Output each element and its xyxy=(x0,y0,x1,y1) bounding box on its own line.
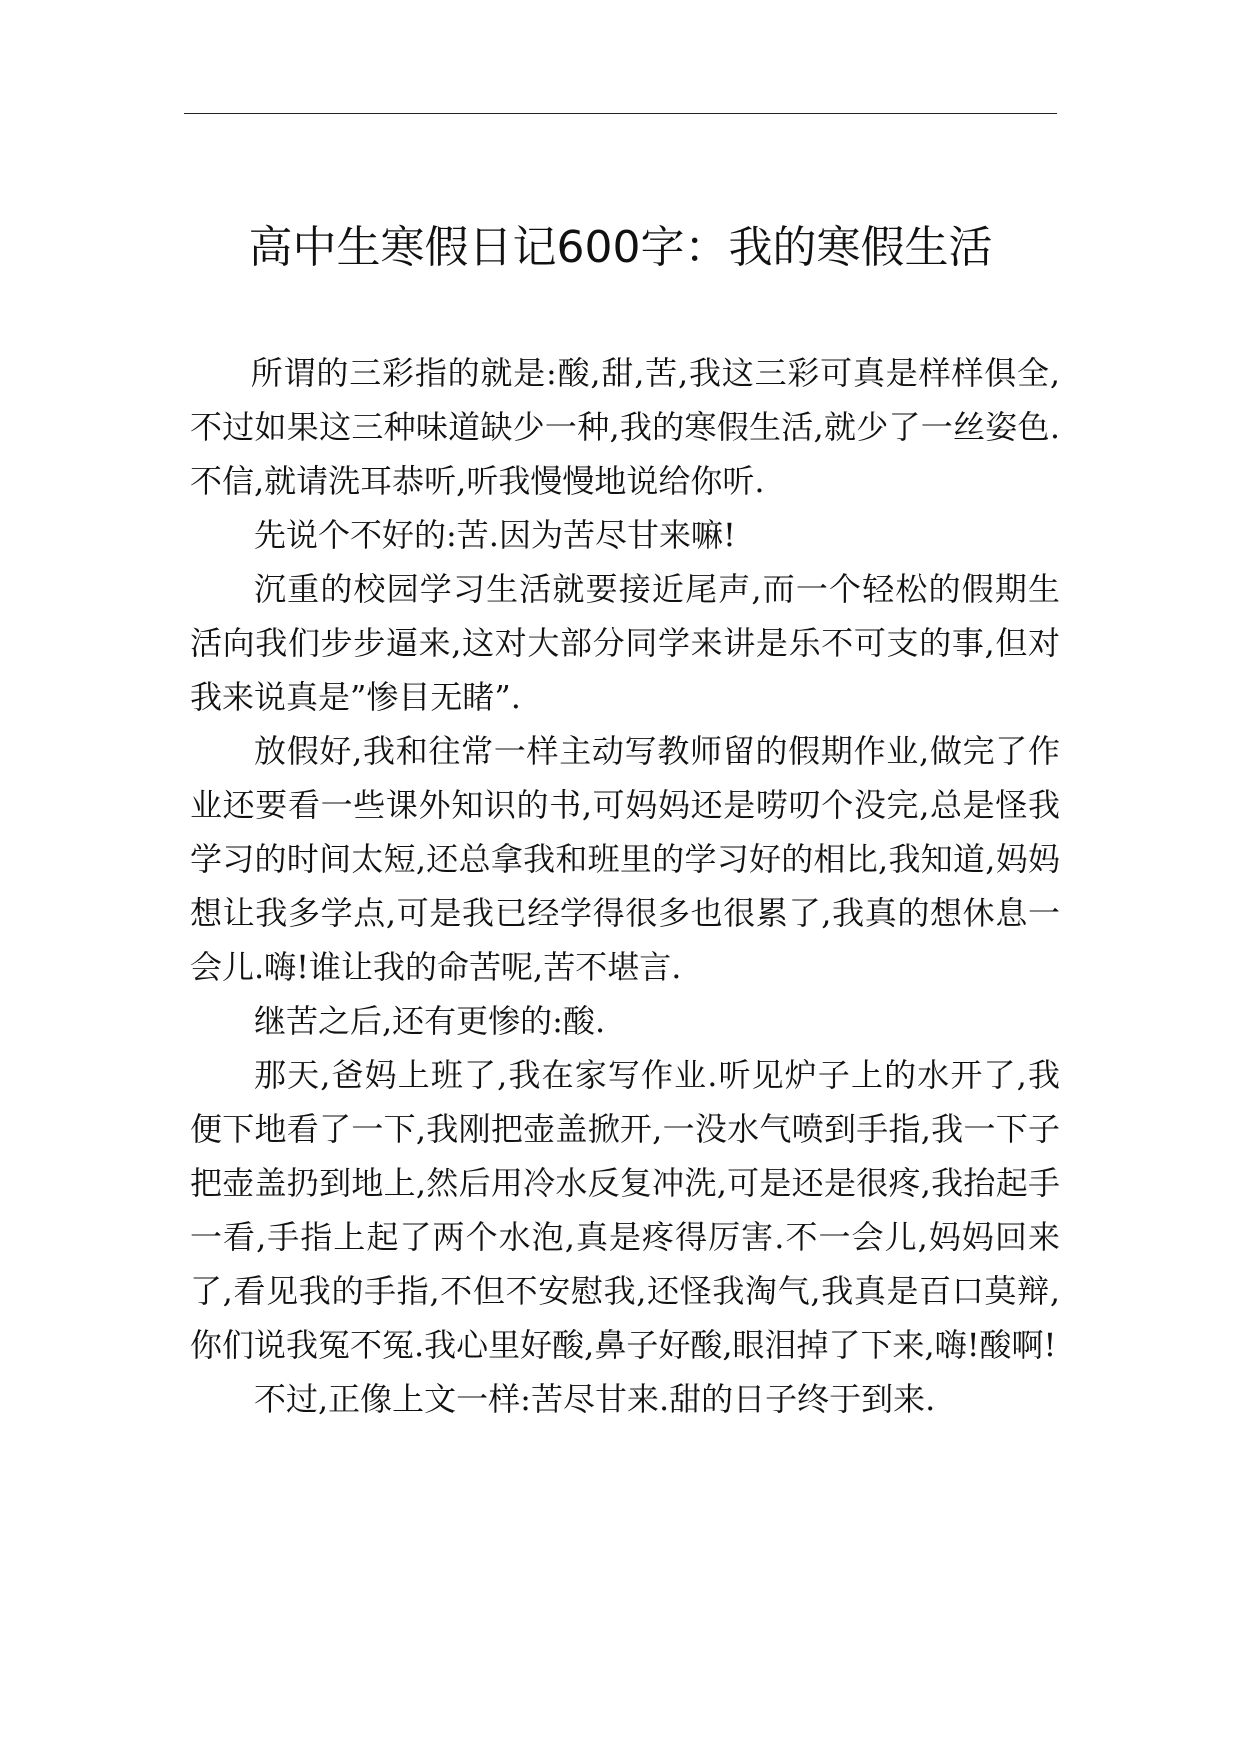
document-body xyxy=(190,346,1060,1426)
document-title: 高中生寒假日记600字：我的寒假生活 xyxy=(248,222,993,273)
paragraph: 继苦之后,还有更惨的:酸. xyxy=(254,1002,606,1040)
paragraph: 那天,爸妈上班了,我在家写作业.听见炉子上的水开了,我便下地看了一下,我刚把壶盖掀开,一没水气喷到手指,我一下子把壶盖扔到地上,然后用冷水反复冲洗,可是还是很疼,我抬起手一看,手指上起了两个水泡,真是疼得厉害.不一会儿,妈妈回来了,看见我的手指,不但不安慰我,还怪我淘气,我真是百口莫辩,你们说我冤不冤.我心里好酸,鼻子好酸,眼泪掉了下来,嗨!酸啊! xyxy=(190,1056,1060,1364)
paragraph: 先说个不好的:苦.因为苦尽甘来嘛! xyxy=(254,516,736,554)
paragraph: 沉重的校园学习生活就要接近尾声,而一个轻松的假期生活向我们步步逼来,这对大部分同学来讲是乐不可支的事,但对我来说真是”惨目无睹”. xyxy=(190,570,1060,716)
header-rule xyxy=(184,113,1057,114)
paragraph: 不过,正像上文一样:苦尽甘来.甜的日子终于到来. xyxy=(254,1380,936,1418)
paragraph: 所谓的三彩指的就是:酸,甜,苦,我这三彩可真是样样俱全,不过如果这三种味道缺少一种,我的寒假生活,就少了一丝姿色.不信,就请洗耳恭听,听我慢慢地说给你听. xyxy=(190,354,1060,500)
paragraph: 放假好,我和往常一样主动写教师留的假期作业,做完了作业还要看一些课外知识的书,可妈妈还是唠叨个没完,总是怪我学习的时间太短,还总拿我和班里的学习好的相比,我知道,妈妈想让我多学点,可是我已经学得很多也很累了,我真的想休息一会儿.嗨!谁让我的命苦呢,苦不堪言. xyxy=(190,732,1060,986)
